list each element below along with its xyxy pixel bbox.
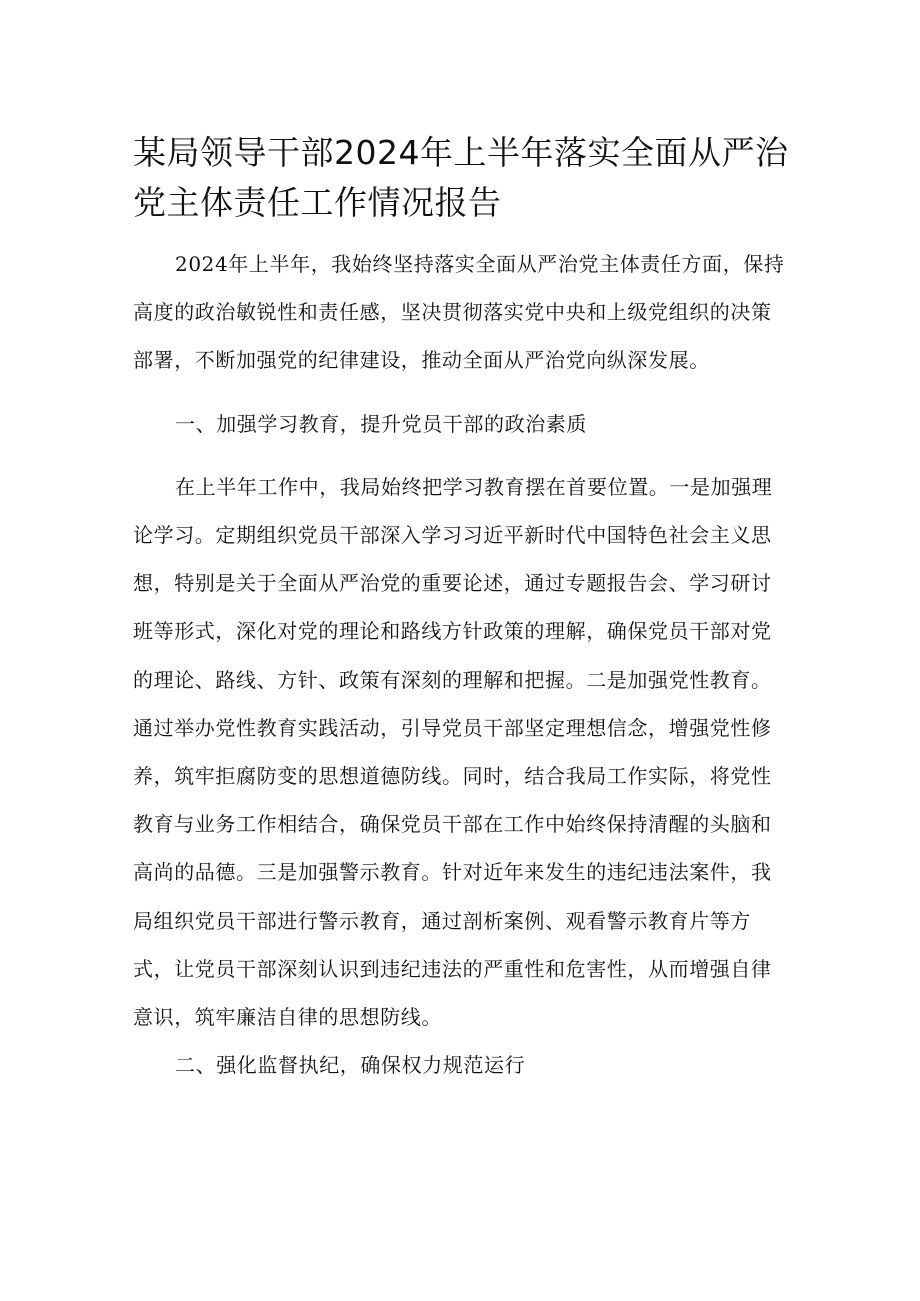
intro-paragraph: 2024年上半年，我始终坚持落实全面从严治党主体责任方面，保持高度的政治敏锐性和责任感，坚决贯彻落实党中央和上级党组织的决策部署，不断加强党的纪律建设，推动全面从严治党向纵深发展。: [133, 252, 785, 373]
section-heading-2: 二、强化监督执纪，确保权力规范运行: [175, 1053, 526, 1078]
document-title: 某局领导干部2024年上半年落实全面从严治党主体责任工作情况报告: [133, 133, 789, 222]
section-1-paragraph: 在上半年工作中，我局始终把学习教育摆在首要位置。一是加强理论学习。定期组织党员干部深入学习习近平新时代中国特色社会主义思想，特别是关于全面从严治党的重要论述，通过专题报告会、学习研讨班等形式，深化对党的理论和路线方针政策的理解，确保党员干部对党的理论、路线、方针、政策有深刻的理解和把握。二是加强党性教育。通过举办党性教育实践活动，引导党员干部坚定理想信念，增强党性修养，筑牢拒腐防变的思想道德防线。同时，结合我局工作实际，将党性教育与业务工作相结合，确保党员干部在工作中始终保持清醒的头脑和高尚的品德。三是加强警示教育。针对近年来发生的违纪违法案件，我局组织党员干部进行警示教育，通过剖析案例、观看警示教育片等方式，让党员干部深刻认识到违纪违法的严重性和危害性，从而增强自律意识，筑牢廉洁自律的思想防线。: [133, 474, 773, 1030]
document-body: [133, 240, 788, 1089]
section-heading-1: 一、加强学习教育，提升党员干部的政治素质: [175, 411, 587, 436]
